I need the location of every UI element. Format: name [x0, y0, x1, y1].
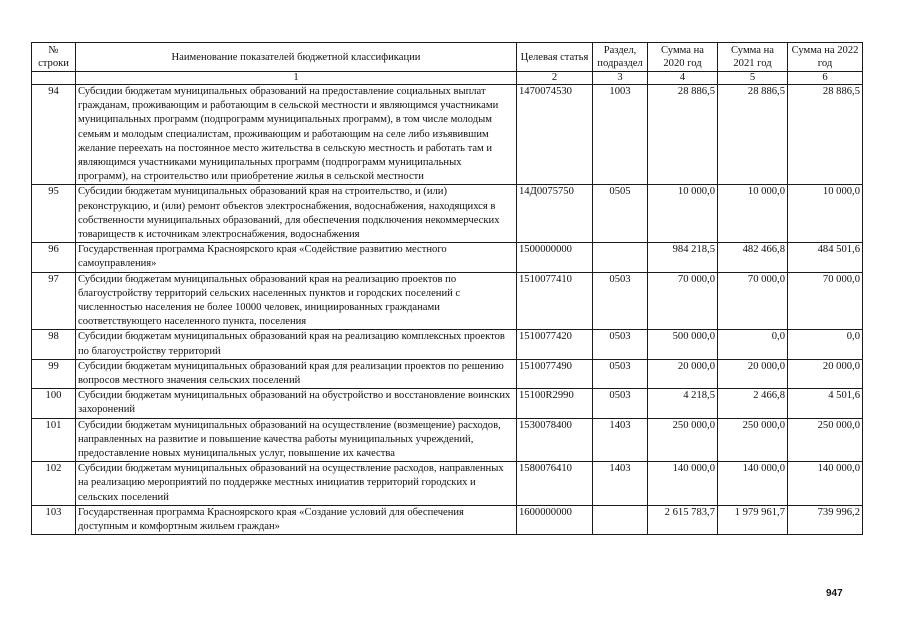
row-target-code: 1470074530 — [517, 85, 593, 185]
table-row — [32, 505, 863, 534]
table-row — [32, 185, 863, 243]
row-number: 100 — [32, 389, 76, 418]
row-section: 0505 — [593, 185, 648, 243]
row-sum-2020: 20 000,0 — [648, 359, 718, 388]
row-sum-2021: 28 886,5 — [718, 85, 788, 185]
row-target-code: 1500000000 — [517, 243, 593, 272]
table-row — [32, 418, 863, 462]
table-row — [32, 462, 863, 506]
row-sum-2021: 10 000,0 — [718, 185, 788, 243]
row-sum-2020: 250 000,0 — [648, 418, 718, 462]
row-sum-2022: 0,0 — [788, 330, 863, 359]
row-name: Государственная программа Красноярского края «Содействие развитию местного самоуправления» — [76, 243, 517, 272]
row-sum-2022: 739 996,2 — [788, 505, 863, 534]
row-sum-2020: 140 000,0 — [648, 462, 718, 506]
row-target-code: 1580076410 — [517, 462, 593, 506]
header-code: Целевая статья — [517, 43, 593, 72]
row-name: Субсидии бюджетам муниципальных образований края на реализацию проектов по благоустройству территорий сельских населенных пунктов и городских поселений с численностью населения не более 10000 человек, инициированных гражданами соответствующего населенного пункта, поселения — [76, 272, 517, 330]
row-name: Субсидии бюджетам муниципальных образований на осуществление (возмещение) расходов, направленных на развитие и повышение качества работы муниципальных учреждений, предоставление новых муниципальных услуг, повышение их качества — [76, 418, 517, 462]
row-section: 0503 — [593, 389, 648, 418]
row-section: 1003 — [593, 85, 648, 185]
column-number: 4 — [648, 72, 718, 85]
row-name: Субсидии бюджетам муниципальных образований края на строительство, и (или) реконструкцию, и (или) ремонт объектов электроснабжения, водоснабжения, находящихся в собственности муниципальных образований, для обеспечения подключения некоммерческих товариществ к источникам электроснабжения, водоснабжения — [76, 185, 517, 243]
budget-table — [31, 42, 863, 535]
row-sum-2022: 250 000,0 — [788, 418, 863, 462]
table-row — [32, 272, 863, 330]
row-target-code: 15100R2990 — [517, 389, 593, 418]
column-number-blank — [32, 72, 76, 85]
row-sum-2021: 482 466,8 — [718, 243, 788, 272]
table-row — [32, 85, 863, 185]
row-sum-2020: 70 000,0 — [648, 272, 718, 330]
header-name: Наименование показателей бюджетной классификации — [76, 43, 517, 72]
row-target-code: 1530078400 — [517, 418, 593, 462]
row-sum-2022: 140 000,0 — [788, 462, 863, 506]
row-sum-2021: 70 000,0 — [718, 272, 788, 330]
row-name: Субсидии бюджетам муниципальных образований края для реализации проектов по решению вопросов местного значения сельских поселений — [76, 359, 517, 388]
row-target-code: 1510077420 — [517, 330, 593, 359]
row-section: 0503 — [593, 359, 648, 388]
row-name: Государственная программа Красноярского края «Создание условий для обеспечения доступным и комфортным жильем граждан» — [76, 505, 517, 534]
row-section — [593, 505, 648, 534]
row-sum-2022: 70 000,0 — [788, 272, 863, 330]
row-section: 1403 — [593, 462, 648, 506]
row-number: 103 — [32, 505, 76, 534]
row-sum-2021: 250 000,0 — [718, 418, 788, 462]
row-name: Субсидии бюджетам муниципальных образований на предоставление социальных выплат гражданам, проживающим и работающим в сельской местности и являющимся участниками муниципальных программ (подпрограмм муниципальных программ), в том числе молодым семьям и молодым специалистам, проживающим и работающим на селе либо изъявившим желание переехать на постоянное место жительства в сельскую местность и работать там и являющимся участниками муниципальных программ (подпрограмм муниципальных программ), на строительство или приобретение жилья в сельской местности — [76, 85, 517, 185]
column-number: 5 — [718, 72, 788, 85]
row-section: 0503 — [593, 330, 648, 359]
row-target-code: 14Д0075750 — [517, 185, 593, 243]
row-target-code: 1510077410 — [517, 272, 593, 330]
row-number: 96 — [32, 243, 76, 272]
table-row — [32, 330, 863, 359]
header-sum-2021: Сумма на 2021 год — [718, 43, 788, 72]
column-number: 2 — [517, 72, 593, 85]
table-row — [32, 359, 863, 388]
header-sum-2022: Сумма на 2022 год — [788, 43, 863, 72]
row-sum-2021: 1 979 961,7 — [718, 505, 788, 534]
table-row — [32, 389, 863, 418]
row-sum-2020: 500 000,0 — [648, 330, 718, 359]
row-sum-2020: 984 218,5 — [648, 243, 718, 272]
row-number: 97 — [32, 272, 76, 330]
row-sum-2021: 140 000,0 — [718, 462, 788, 506]
row-sum-2020: 10 000,0 — [648, 185, 718, 243]
row-number: 99 — [32, 359, 76, 388]
page-number: 947 — [826, 588, 843, 599]
header-section: Раздел, подраздел — [593, 43, 648, 72]
row-name: Субсидии бюджетам муниципальных образований на осуществление расходов, направленных на реализацию мероприятий по поддержке местных инициатив территорий городских и сельских поселений — [76, 462, 517, 506]
row-sum-2022: 484 501,6 — [788, 243, 863, 272]
row-sum-2022: 20 000,0 — [788, 359, 863, 388]
column-number: 3 — [593, 72, 648, 85]
row-name: Субсидии бюджетам муниципальных образований края на реализацию комплексных проектов по благоустройству территорий — [76, 330, 517, 359]
header-num: № строки — [32, 43, 76, 72]
row-sum-2020: 2 615 783,7 — [648, 505, 718, 534]
header-sum-2020: Сумма на 2020 год — [648, 43, 718, 72]
row-number: 98 — [32, 330, 76, 359]
row-section: 0503 — [593, 272, 648, 330]
row-number: 102 — [32, 462, 76, 506]
row-sum-2021: 20 000,0 — [718, 359, 788, 388]
row-number: 95 — [32, 185, 76, 243]
row-name: Субсидии бюджетам муниципальных образований на обустройство и восстановление воинских захоронений — [76, 389, 517, 418]
row-sum-2021: 0,0 — [718, 330, 788, 359]
row-sum-2020: 4 218,5 — [648, 389, 718, 418]
column-number: 1 — [76, 72, 517, 85]
row-sum-2020: 28 886,5 — [648, 85, 718, 185]
row-target-code: 1510077490 — [517, 359, 593, 388]
table-row — [32, 243, 863, 272]
row-target-code: 1600000000 — [517, 505, 593, 534]
row-sum-2022: 28 886,5 — [788, 85, 863, 185]
row-sum-2022: 10 000,0 — [788, 185, 863, 243]
row-sum-2022: 4 501,6 — [788, 389, 863, 418]
table-body — [32, 85, 863, 535]
table-header — [32, 43, 863, 85]
row-number: 94 — [32, 85, 76, 185]
row-sum-2021: 2 466,8 — [718, 389, 788, 418]
column-number-row — [32, 72, 863, 85]
row-section — [593, 243, 648, 272]
row-number: 101 — [32, 418, 76, 462]
row-section: 1403 — [593, 418, 648, 462]
column-number: 6 — [788, 72, 863, 85]
